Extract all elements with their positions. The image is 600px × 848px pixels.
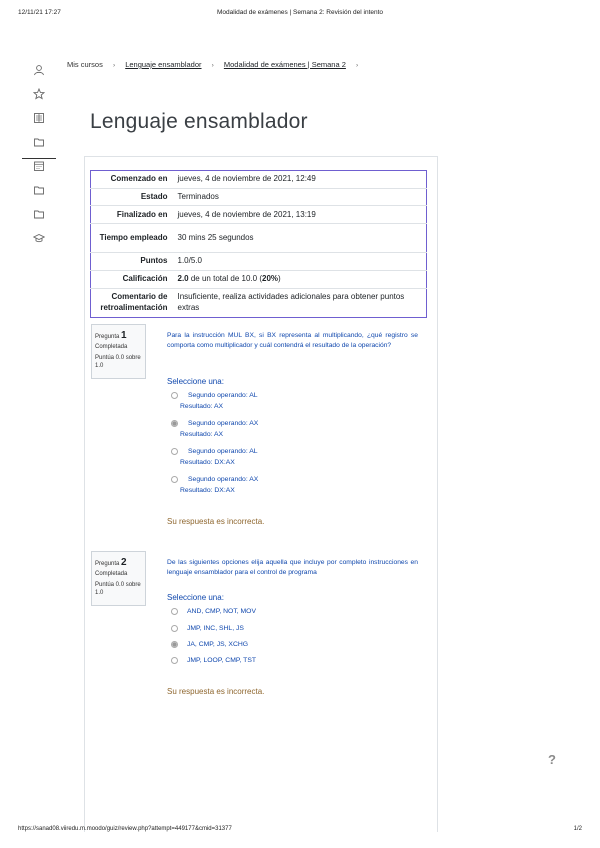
radio-button[interactable] [171,448,178,455]
print-title: Modalidad de exámenes | Semana 2: Revisión del intento [216,9,384,16]
help-icon[interactable]: ? [548,752,556,767]
summary-value: jueves, 4 de noviembre de 2021, 12:49 [177,174,316,184]
question-text: De las siguientes opciones elija aquella que incluye por completo instrucciones en lenguaje ensamblador para el control de programa [167,559,418,577]
answer-feedback: Su respuesta es incorrecta. [167,687,265,696]
summary-label: Puntos [140,256,168,266]
option-line: Resultado: AX [180,402,224,410]
radio-button[interactable] [171,476,178,483]
folder-icon[interactable] [22,202,56,226]
answer-prompt: Seleccione una: [167,377,224,386]
page-title: Lenguaje ensamblador [90,110,308,133]
breadcrumb-my-courses[interactable]: Mis cursos [67,60,103,69]
option-line: Segundo operando: AL [188,448,258,455]
question-number: 2 [121,557,127,568]
breadcrumb-quiz[interactable]: Modalidad de exámenes | Semana 2 [223,60,346,69]
radio-button-selected[interactable] [171,420,178,427]
summary-value: Terminados [177,192,219,201]
summary-row [91,171,427,189]
print-header [18,9,582,21]
question-state: Completada [95,344,128,350]
question-grade: Puntúa 0.0 sobre 1.0 [95,581,141,596]
print-footer [18,826,582,838]
folder-icon[interactable] [22,178,56,202]
summary-row [91,189,427,206]
question-info [91,551,146,606]
users-icon[interactable] [22,58,56,82]
answer-feedback: Su respuesta es incorrecta. [167,517,265,526]
answer-option[interactable] [171,447,258,468]
summary-row [91,224,427,253]
question-state: Completada [95,571,128,577]
question-label: Pregunta [95,561,120,567]
summary-row [91,270,427,288]
option-line: JMP, INC, SHL, JS [187,625,244,632]
question-info [91,324,146,379]
summary-label: Finalizado en [116,209,168,219]
option-line: Resultado: DX:AX [180,458,235,466]
summary-row [91,206,427,224]
question-text: Para la instrucción MUL BX, si BX representa al multiplicando, ¿qué registro se comporta como multiplicador y cuál contendrá el resultado de la operación? [167,332,418,350]
summary-value: Insuficiente, realiza actividades adicionales para obtener puntos extras [177,292,405,312]
print-page-number: 1/2 [573,826,582,832]
calendar-icon[interactable] [22,154,56,178]
summary-label: Calificación [122,274,168,284]
answer-option[interactable] [171,656,256,667]
breadcrumb-course[interactable]: Lenguaje ensamblador [125,60,202,69]
question-number: 1 [121,330,127,341]
attempt-summary-table [90,170,427,318]
radio-button[interactable] [171,657,178,664]
answer-option[interactable] [171,391,258,412]
breadcrumb-separator: › [112,62,116,69]
option-line: Segundo operando: AX [188,476,259,483]
folder-icon[interactable] [22,130,56,154]
answer-option[interactable] [171,624,244,635]
breadcrumb-separator: › [356,62,359,69]
summary-row [91,288,427,317]
answer-option[interactable] [171,640,248,651]
summary-label: Estado [140,192,168,201]
answer-option[interactable] [171,607,256,618]
graduation-cap-icon[interactable] [22,226,56,250]
breadcrumb-separator: › [211,62,214,69]
summary-value: jueves, 4 de noviembre de 2021, 13:19 [177,209,316,219]
option-line: Segundo operando: AL [188,392,258,399]
summary-row [91,253,427,270]
breadcrumb [67,60,366,69]
radio-button[interactable] [171,608,178,615]
radio-button[interactable] [171,392,178,399]
grade-close: ) [278,274,281,284]
answer-option[interactable] [171,419,258,440]
summary-label: Comentario de retroalimentación [100,292,168,312]
answer-prompt: Seleccione una: [167,593,224,602]
grade-total: de un total de 10.0 ( [188,274,263,284]
question-grade: Puntúa 0.0 sobre 1.0 [95,354,141,369]
print-url: https://sanad08.viiredu.m.moodo/guiz/review.php?attempt=449177&cmid=31377 [18,826,232,832]
summary-value: 1.0/5.0 [177,256,202,266]
option-line: JA, CMP, JS, XCHG [187,641,249,648]
option-line: Resultado: DX:AX [180,486,235,494]
option-line: AND, CMP, NOT, MOV [187,608,256,615]
radio-button-selected[interactable] [171,641,178,648]
grade-value: 2.0 [177,274,189,284]
answer-option[interactable] [171,475,258,496]
summary-label: Comenzado en [110,174,168,184]
nav-drawer [22,58,56,250]
summary-grade-value [174,270,427,288]
option-line: Segundo operando: AX [188,420,259,427]
option-line: JMP, LOOP, CMP, TST [187,657,256,664]
print-datetime: 12/11/21 17:27 [18,9,61,16]
grade-percent: 20% [262,274,279,284]
grades-icon[interactable] [22,106,56,130]
option-line: Resultado: AX [180,430,224,438]
summary-value: 30 mins 25 segundos [177,233,254,243]
summary-label: Tiempo empleado [99,233,168,243]
star-icon[interactable] [22,82,56,106]
radio-button[interactable] [171,625,178,632]
question-label: Pregunta [95,334,120,340]
